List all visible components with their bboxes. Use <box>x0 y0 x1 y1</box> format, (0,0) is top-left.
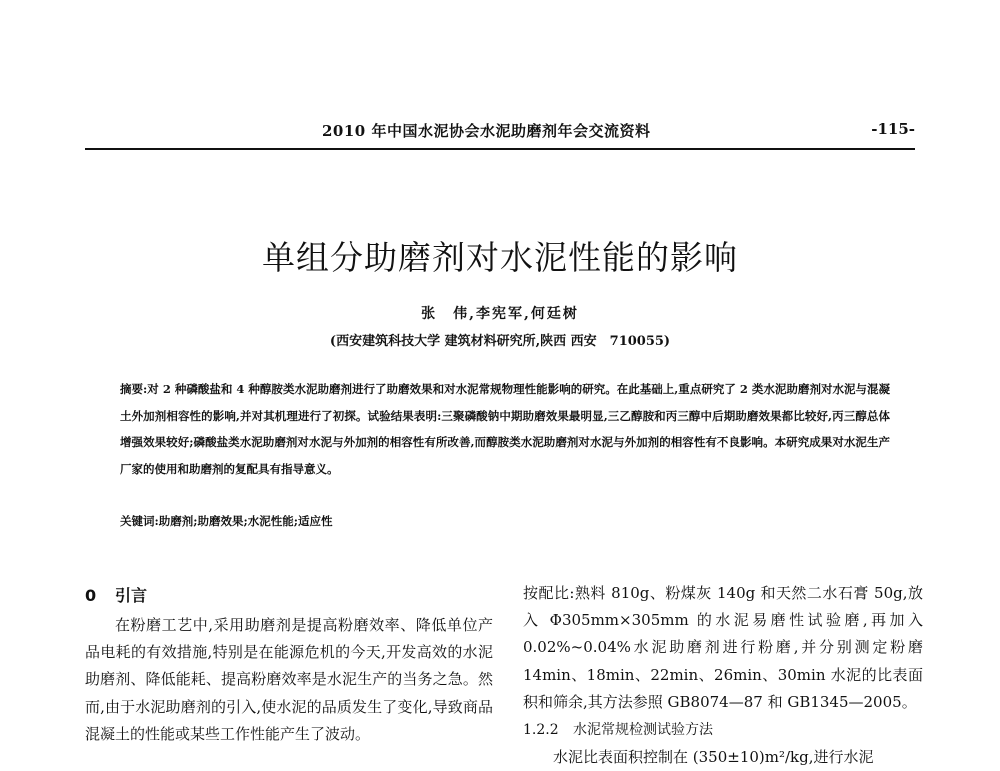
affiliation: (西安建筑科技大学 建筑材料研究所,陕西 西安 710055) <box>329 334 671 349</box>
section-number: 0 <box>85 586 97 605</box>
keywords-text: 助磨剂;助磨效果;水泥性能;适应性 <box>158 514 333 528</box>
keywords-label: 关键词: <box>120 514 159 528</box>
running-title: 2010 年中国水泥协会水泥助磨剂年会交流资料 <box>322 122 651 140</box>
right-column <box>523 580 923 771</box>
subsection-number: 1.2.2 <box>523 722 559 739</box>
section-title: 引言 <box>115 586 148 605</box>
section-heading <box>85 580 493 612</box>
intro-paragraph: 在粉磨工艺中,采用助磨剂是提高粉磨效率、降低单位产品电耗的有效措施,特别是在能源危机的今天,开发高效的水泥助磨剂、降低能耗、提高粉磨效率是水泥生产的当务之急。然而,由于水泥助磨剂的引入,使水泥的品质发生了变化,导致商品混凝土的性能或某些工作性能产生了波动。 <box>85 616 493 743</box>
subsection-title: 水泥常规检测试验方法 <box>573 722 713 739</box>
left-column <box>85 580 493 748</box>
subsection-heading <box>523 716 923 744</box>
method-paragraph: 按配比:熟料 810g、粉煤灰 140g 和天然二水石膏 50g,放入 Φ305mm×305mm 的水泥易磨性试验磨,再加入 0.02%~0.04%水泥助磨剂进行粉磨,并分别测定粉磨 14min、18min、22min、26min、30min 水泥的比表面积和筛余,其方法参照 GB8074—87 和 GB1345—2005。 <box>523 584 923 711</box>
authors: 张 伟,李宪军,何廷树 <box>421 306 579 322</box>
test-paragraph: 水泥比表面积控制在 (350±10)m²/kg,进行水泥 <box>553 748 874 767</box>
paper-title: 单组分助磨剂对水泥性能的影响 <box>262 238 738 277</box>
abstract <box>120 376 890 482</box>
running-header <box>85 118 915 150</box>
abstract-label: 摘要: <box>120 382 148 396</box>
abstract-text: 对 2 种磷酸盐和 4 种醇胺类水泥助磨剂进行了助磨效果和对水泥常规物理性能影响的研究。在此基础上,重点研究了 2 类水泥助磨剂对水泥与混凝土外加剂相容性的影响,并对其机理进行了初探。试验结果表明:三聚磷酸钠中期助磨效果最明显,三乙醇胺和丙三醇中后期助磨效果都比较好,丙三醇总体增强效果较好;磷酸盐类水泥助磨剂对水泥与外加剂的相容性有所改善,而醇胺类水泥助磨剂对水泥与外加剂的相容性有不良影响。本研究成果对水泥生产厂家的使用和助磨剂的复配具有指导意义。 <box>120 382 891 476</box>
page-number: -115- <box>871 120 915 138</box>
keywords <box>120 508 890 534</box>
